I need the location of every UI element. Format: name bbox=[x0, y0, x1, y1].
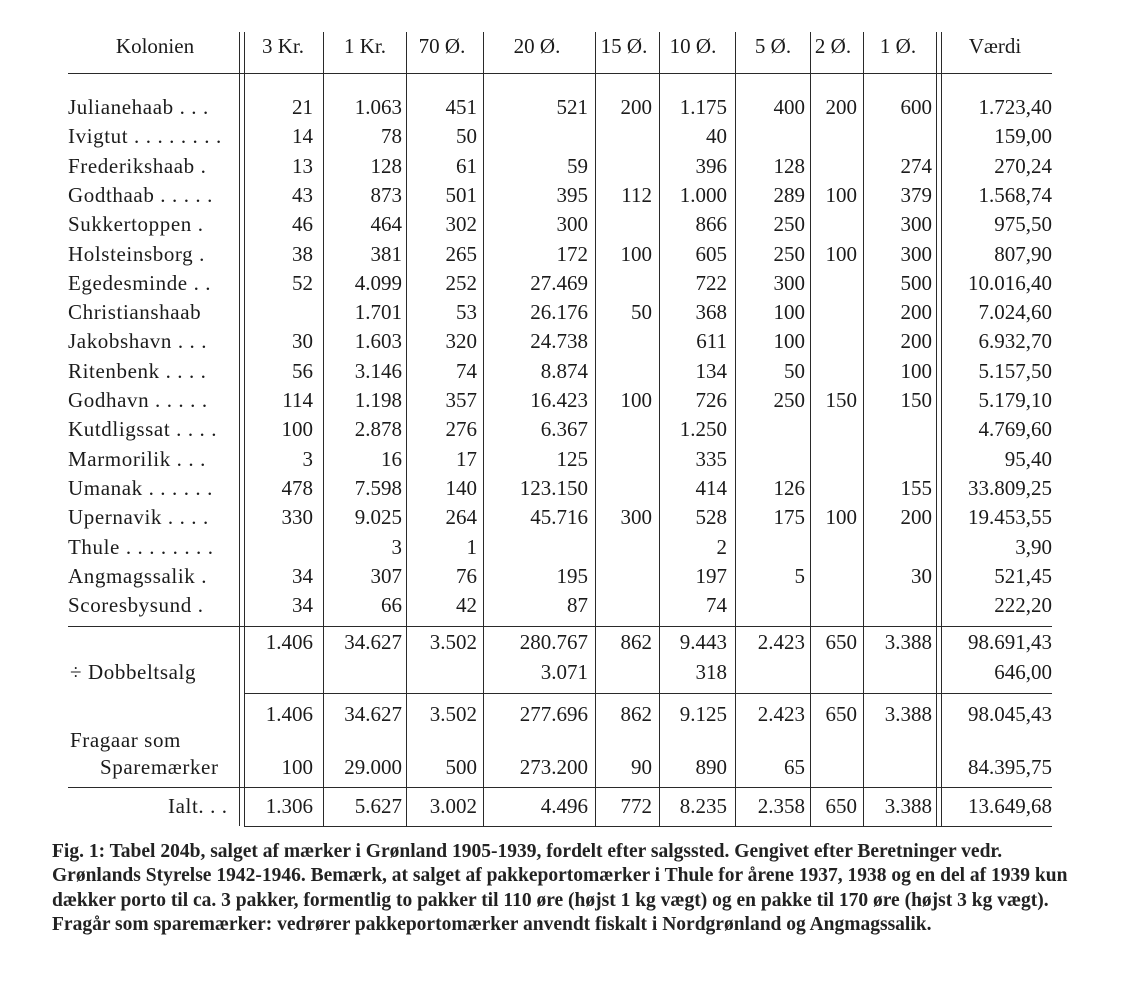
table-cell: 150 bbox=[825, 388, 857, 412]
summary-cell: 890 bbox=[695, 755, 727, 779]
table-cell: 252 bbox=[445, 270, 477, 295]
summary-label: Sparemærker bbox=[100, 755, 219, 779]
summary-cell: 29.000 bbox=[344, 755, 402, 779]
table-cell: 100 bbox=[620, 388, 652, 412]
summary-cell: 13.649,68 bbox=[968, 794, 1052, 818]
table-cell: 100 bbox=[773, 329, 805, 354]
column-divider bbox=[323, 32, 324, 826]
table-cell: 38 bbox=[292, 241, 313, 266]
row-label: Frederikshaab . bbox=[68, 153, 207, 178]
table-cell: 396 bbox=[695, 153, 727, 178]
table-cell: 300 bbox=[620, 505, 652, 530]
row-label: Godthaab . . . . . bbox=[68, 182, 213, 207]
table-cell: 100 bbox=[773, 300, 805, 325]
table-cell: 521,45 bbox=[994, 563, 1052, 588]
table-cell: 16.423 bbox=[530, 388, 588, 412]
summary-label: ÷ Dobbeltsalg bbox=[70, 660, 197, 684]
row-label: Ivigtut . . . . . . . . bbox=[68, 124, 222, 149]
summary-cell: 650 bbox=[825, 794, 857, 818]
subtotal-rule bbox=[244, 693, 1052, 694]
summary-cell: 650 bbox=[825, 630, 857, 654]
column-divider bbox=[735, 32, 736, 826]
table-cell: 3 bbox=[391, 534, 402, 559]
table-cell: 21 bbox=[292, 95, 313, 119]
table-cell: 528 bbox=[695, 505, 727, 530]
table-cell: 197 bbox=[695, 563, 727, 588]
table-cell: 300 bbox=[900, 212, 932, 237]
row-label: Jakobshavn . . . bbox=[68, 329, 208, 354]
table-cell: 250 bbox=[773, 212, 805, 237]
table-cell: 300 bbox=[900, 241, 932, 266]
table-cell: 300 bbox=[556, 212, 588, 237]
table-cell: 10.016,40 bbox=[968, 270, 1052, 295]
table-cell: 250 bbox=[773, 388, 805, 412]
table-cell: 30 bbox=[911, 563, 932, 588]
table-cell: 126 bbox=[773, 475, 805, 500]
table-cell: 100 bbox=[620, 241, 652, 266]
table-cell: 74 bbox=[706, 593, 727, 618]
table-cell: 300 bbox=[773, 270, 805, 295]
table-cell: 128 bbox=[370, 153, 402, 178]
table-cell: 379 bbox=[900, 182, 932, 207]
header-rule bbox=[68, 73, 1052, 74]
table-cell: 1.000 bbox=[679, 182, 727, 207]
table-cell: 307 bbox=[370, 563, 402, 588]
summary-cell: 98.691,43 bbox=[968, 630, 1052, 654]
table-cell: 6.932,70 bbox=[978, 329, 1052, 354]
table-cell: 1.568,74 bbox=[978, 182, 1052, 207]
table-cell: 74 bbox=[456, 358, 477, 383]
summary-cell: 5.627 bbox=[354, 794, 402, 818]
table-cell: 521 bbox=[556, 95, 588, 119]
table-cell: 16 bbox=[381, 446, 402, 471]
table-cell: 200 bbox=[620, 95, 652, 119]
row-label: Egedesminde . . bbox=[68, 270, 212, 295]
table-cell: 1.603 bbox=[354, 329, 402, 354]
table-cell: 274 bbox=[900, 153, 932, 178]
table-cell: 1.250 bbox=[679, 417, 727, 442]
table-cell: 9.025 bbox=[354, 505, 402, 530]
table-cell: 114 bbox=[282, 388, 313, 412]
row-label: Godhavn . . . . . bbox=[68, 388, 208, 412]
table-cell: 50 bbox=[784, 358, 805, 383]
table-cell: 8.874 bbox=[540, 358, 588, 383]
column-header: 15 Ø. bbox=[600, 34, 648, 58]
table-cell: 134 bbox=[695, 358, 727, 383]
table-cell: 335 bbox=[695, 446, 727, 471]
row-label: Holsteinsborg . bbox=[68, 241, 205, 266]
table-cell: 42 bbox=[456, 593, 477, 618]
table-cell: 400 bbox=[773, 95, 805, 119]
column-header: 10 Ø. bbox=[669, 34, 717, 58]
table-cell: 87 bbox=[567, 593, 588, 618]
table-cell: 4.099 bbox=[354, 270, 402, 295]
table-cell: 3 bbox=[302, 446, 313, 471]
summary-cell: 9.443 bbox=[679, 630, 727, 654]
table-cell: 34 bbox=[292, 563, 313, 588]
summary-cell: 65 bbox=[784, 755, 805, 779]
table-cell: 100 bbox=[825, 505, 857, 530]
table-cell: 155 bbox=[900, 475, 932, 500]
column-divider-double bbox=[239, 32, 240, 826]
column-divider-double bbox=[941, 32, 942, 826]
table-cell: 451 bbox=[445, 95, 477, 119]
table-cell: 1.175 bbox=[679, 95, 727, 119]
table-cell: 265 bbox=[445, 241, 477, 266]
row-label: Kutdligssat . . . . bbox=[68, 417, 218, 442]
table-cell: 1.701 bbox=[354, 300, 402, 325]
summary-cell: 772 bbox=[620, 794, 652, 818]
table-cell: 195 bbox=[556, 563, 588, 588]
summary-cell: 100 bbox=[281, 755, 313, 779]
summary-cell: 2.423 bbox=[757, 630, 805, 654]
table-cell: 2.878 bbox=[354, 417, 402, 442]
column-header: 1 Ø. bbox=[879, 34, 917, 58]
table-cell: 414 bbox=[695, 475, 727, 500]
row-label: Scoresbysund . bbox=[68, 593, 204, 618]
summary-label: Fragaar som bbox=[70, 728, 181, 752]
summary-cell: 34.627 bbox=[344, 630, 402, 654]
summary-cell: 3.388 bbox=[884, 794, 932, 818]
table-cell: 302 bbox=[445, 212, 477, 237]
summary-cell: 500 bbox=[445, 755, 477, 779]
table-cell: 123.150 bbox=[519, 475, 588, 500]
column-header: 3 Kr. bbox=[262, 34, 304, 58]
column-header: 2 Ø. bbox=[814, 34, 852, 58]
table-cell: 611 bbox=[696, 329, 727, 354]
table-cell: 76 bbox=[456, 563, 477, 588]
table-cell: 14 bbox=[292, 124, 313, 149]
summary-cell: 9.125 bbox=[679, 702, 727, 726]
row-label: Angmagssalik . bbox=[68, 563, 208, 588]
column-divider bbox=[810, 32, 811, 826]
table-cell: 24.738 bbox=[530, 329, 588, 354]
table-cell: 1.723,40 bbox=[978, 95, 1052, 119]
table-cell: 464 bbox=[370, 212, 402, 237]
table-cell: 34 bbox=[292, 593, 313, 618]
row-label: Christianshaab bbox=[68, 300, 202, 325]
table-cell: 100 bbox=[900, 358, 932, 383]
summary-cell: 862 bbox=[620, 702, 652, 726]
table-cell: 1.063 bbox=[354, 95, 402, 119]
summary-cell: 3.388 bbox=[884, 630, 932, 654]
column-divider-double bbox=[936, 32, 937, 826]
table-cell: 40 bbox=[706, 124, 727, 149]
table-cell: 200 bbox=[900, 505, 932, 530]
table-cell: 873 bbox=[370, 182, 402, 207]
summary-cell: 3.071 bbox=[540, 660, 588, 684]
row-label: Thule . . . . . . . . bbox=[68, 534, 214, 559]
column-divider bbox=[863, 32, 864, 826]
table-cell: 1.198 bbox=[354, 388, 402, 412]
table-cell: 30 bbox=[292, 329, 313, 354]
table-cell: 7.024,60 bbox=[978, 300, 1052, 325]
table-cell: 33.809,25 bbox=[968, 475, 1052, 500]
row-label: Upernavik . . . . bbox=[68, 505, 209, 530]
table-cell: 270,24 bbox=[994, 153, 1052, 178]
column-header: 1 Kr. bbox=[344, 34, 386, 58]
table-cell: 100 bbox=[825, 241, 857, 266]
table-cell: 13 bbox=[292, 153, 313, 178]
table-cell: 45.716 bbox=[530, 505, 588, 530]
summary-cell: 318 bbox=[695, 660, 727, 684]
table-cell: 1 bbox=[466, 534, 477, 559]
summary-cell: 1.406 bbox=[265, 702, 313, 726]
table-cell: 61 bbox=[456, 153, 477, 178]
table-cell: 17 bbox=[456, 446, 477, 471]
table-cell: 125 bbox=[556, 446, 588, 471]
summary-cell: 8.235 bbox=[679, 794, 727, 818]
row-label: Marmorilik . . . bbox=[68, 446, 206, 471]
table-cell: 395 bbox=[556, 182, 588, 207]
table-cell: 5 bbox=[794, 563, 805, 588]
table-cell: 95,40 bbox=[1004, 446, 1052, 471]
table-cell: 276 bbox=[445, 417, 477, 442]
table-cell: 200 bbox=[825, 95, 857, 119]
table-cell: 26.176 bbox=[530, 300, 588, 325]
table-cell: 6.367 bbox=[540, 417, 588, 442]
summary-cell: 3.002 bbox=[429, 794, 477, 818]
table-cell: 2 bbox=[716, 534, 727, 559]
table-cell: 46 bbox=[292, 212, 313, 237]
summary-cell: 34.627 bbox=[344, 702, 402, 726]
sum-rule bbox=[68, 787, 1052, 788]
summary-cell: 2.423 bbox=[757, 702, 805, 726]
table-cell: 150 bbox=[900, 388, 932, 412]
table-cell: 3,90 bbox=[1015, 534, 1052, 559]
table-cell: 112 bbox=[621, 182, 652, 207]
summary-cell: 3.388 bbox=[884, 702, 932, 726]
column-divider bbox=[659, 32, 660, 826]
table-cell: 357 bbox=[445, 388, 477, 412]
table-cell: 807,90 bbox=[994, 241, 1052, 266]
summary-cell: 1.306 bbox=[265, 794, 313, 818]
table-cell: 478 bbox=[281, 475, 313, 500]
table-cell: 722 bbox=[695, 270, 727, 295]
table-cell: 500 bbox=[900, 270, 932, 295]
table-cell: 605 bbox=[695, 241, 727, 266]
column-divider bbox=[595, 32, 596, 826]
table-cell: 128 bbox=[773, 153, 805, 178]
column-header: 20 Ø. bbox=[513, 34, 561, 58]
table-cell: 175 bbox=[773, 505, 805, 530]
table-cell: 100 bbox=[281, 417, 313, 442]
summary-cell: 862 bbox=[620, 630, 652, 654]
summary-cell: 90 bbox=[631, 755, 652, 779]
table-cell: 50 bbox=[456, 124, 477, 149]
column-divider bbox=[483, 32, 484, 826]
summary-cell: 4.496 bbox=[540, 794, 588, 818]
table-cell: 289 bbox=[773, 182, 805, 207]
table-cell: 52 bbox=[292, 270, 313, 295]
column-header: Kolonien bbox=[115, 34, 195, 58]
table-cell: 726 bbox=[695, 388, 727, 412]
summary-cell: 650 bbox=[825, 702, 857, 726]
table-cell: 53 bbox=[456, 300, 477, 325]
summary-cell: 2.358 bbox=[757, 794, 805, 818]
table-cell: 381 bbox=[370, 241, 402, 266]
table-cell: 172 bbox=[556, 241, 588, 266]
column-header: Værdi bbox=[968, 34, 1022, 58]
column-divider-double bbox=[244, 32, 245, 826]
table-cell: 5.157,50 bbox=[978, 358, 1052, 383]
table-cell: 600 bbox=[900, 95, 932, 119]
table-cell: 7.598 bbox=[354, 475, 402, 500]
table-cell: 320 bbox=[445, 329, 477, 354]
column-header: 5 Ø. bbox=[754, 34, 792, 58]
table-cell: 50 bbox=[631, 300, 652, 325]
table-cell: 27.469 bbox=[530, 270, 588, 295]
table-cell: 250 bbox=[773, 241, 805, 266]
summary-cell: 280.767 bbox=[519, 630, 588, 654]
table-cell: 100 bbox=[825, 182, 857, 207]
table-cell: 140 bbox=[445, 475, 477, 500]
figure-caption: Fig. 1: Tabel 204b, salget af mærker i Grønland 1905-1939, fordelt efter salgssted. Gengivet efter Beretninger vedr. Grønlands Styrelse 1942-1946. Bemærk, at salget af pakkeportomærker i Thule for årene 1937, 1938 og en del af 1939 kun dækker porto til ca. 3 pakker, formentlig to pakker til 110 øre (højst 1 kg vægt) og en pakke til 170 øre (højst 3 kg vægt). Fragår som sparemærker: vedrører pakkeportomærker anvendt fiskalt i Nordgrønland og Angmagssalik. bbox=[52, 841, 1068, 935]
column-header: 70 Ø. bbox=[418, 34, 466, 58]
row-label: Julianehaab . . . bbox=[68, 95, 209, 119]
table-cell: 43 bbox=[292, 182, 313, 207]
summary-cell: 3.502 bbox=[429, 702, 477, 726]
summary-cell: 273.200 bbox=[519, 755, 588, 779]
table-cell: 19.453,55 bbox=[968, 505, 1052, 530]
summary-cell: 646,00 bbox=[994, 660, 1052, 684]
table-cell: 200 bbox=[900, 300, 932, 325]
total-rule bbox=[68, 626, 1052, 627]
summary-label: Ialt. . . bbox=[168, 794, 228, 818]
table-cell: 3.146 bbox=[354, 358, 402, 383]
table-cell: 501 bbox=[445, 182, 477, 207]
table-cell: 222,20 bbox=[994, 593, 1052, 618]
table-cell: 200 bbox=[900, 329, 932, 354]
column-divider bbox=[406, 32, 407, 826]
summary-cell: 1.406 bbox=[265, 630, 313, 654]
table-cell: 368 bbox=[695, 300, 727, 325]
table-cell: 330 bbox=[281, 505, 313, 530]
row-label: Umanak . . . . . . bbox=[68, 475, 213, 500]
table-cell: 66 bbox=[381, 593, 402, 618]
summary-cell: 3.502 bbox=[429, 630, 477, 654]
summary-cell: 98.045,43 bbox=[968, 702, 1052, 726]
table-cell: 264 bbox=[445, 505, 477, 530]
summary-cell: 277.696 bbox=[519, 702, 588, 726]
row-label: Ritenbenk . . . . bbox=[68, 358, 207, 383]
table-cell: 78 bbox=[381, 124, 402, 149]
table-cell: 59 bbox=[567, 153, 588, 178]
table-cell: 56 bbox=[292, 358, 313, 383]
table-cell: 5.179,10 bbox=[978, 388, 1052, 412]
table-cell: 866 bbox=[695, 212, 727, 237]
row-label: Sukkertoppen . bbox=[68, 212, 204, 237]
bottom-rule bbox=[244, 826, 1052, 827]
table-cell: 4.769,60 bbox=[978, 417, 1052, 442]
summary-cell: 84.395,75 bbox=[968, 755, 1052, 779]
table-cell: 975,50 bbox=[994, 212, 1052, 237]
table-cell: 159,00 bbox=[994, 124, 1052, 149]
